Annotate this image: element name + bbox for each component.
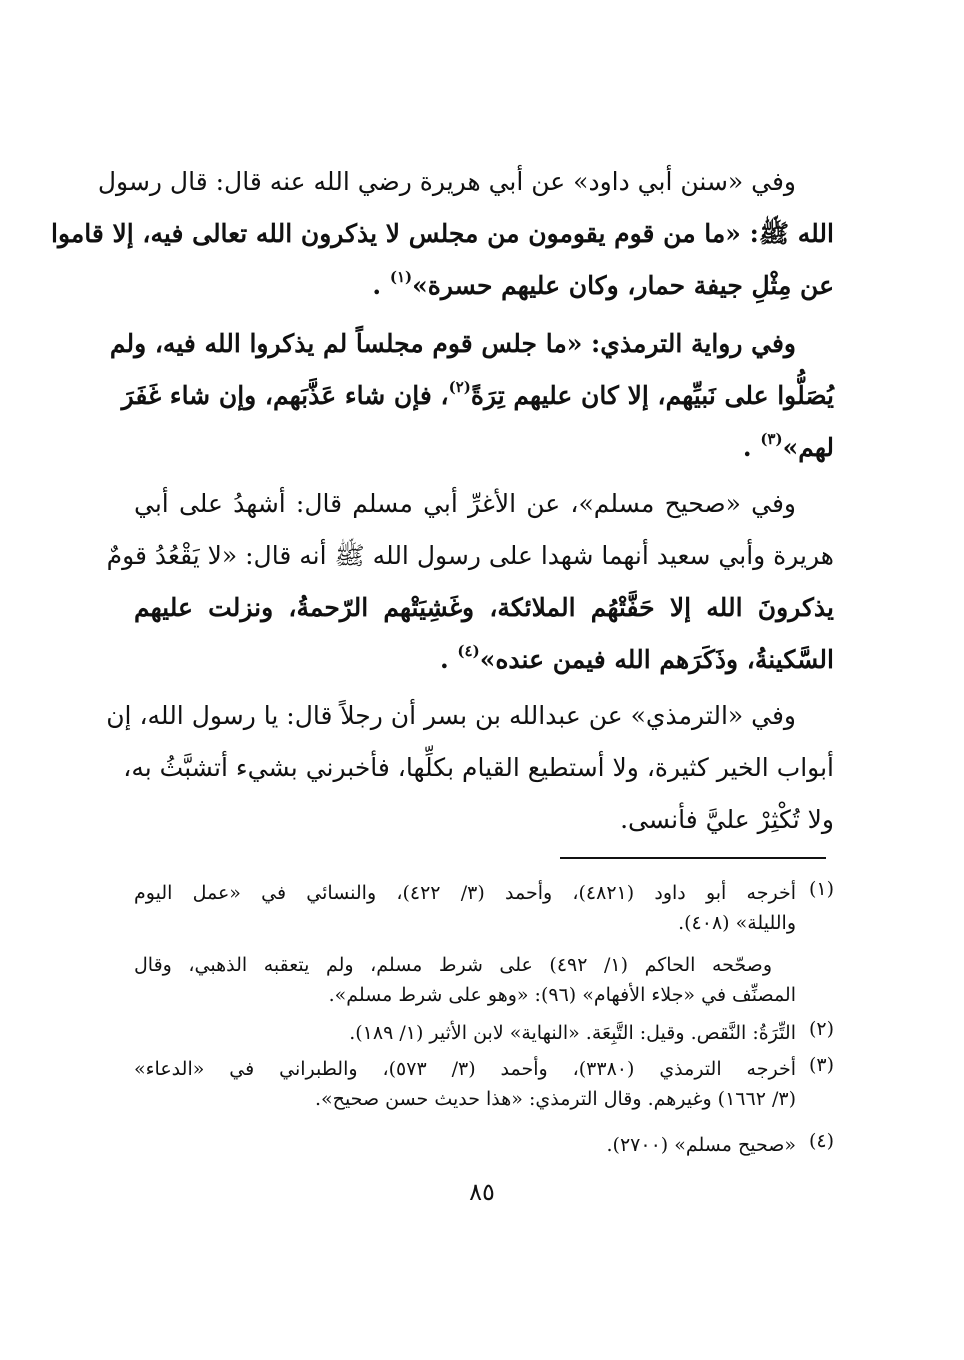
footnote-number: (٣): [808, 1054, 834, 1076]
paragraph-line: وفي رواية الترمذي: «ما جلس قوم مجلساً لم يذكروا الله فيه، ولم: [109, 329, 796, 358]
paragraph-line: السَّكينةُ، وذَكَرَهم الله فيمن عنده»$^{(٤)}$ .: [440, 642, 834, 674]
footnote-separator: [560, 857, 826, 859]
footnote-number: (٤): [808, 1130, 834, 1152]
paragraph-line: يذكرونَ الله إلا حَفَّتْهُم الملائكة، وغَشِيَتْهم الرّحمةُ، ونزلت عليهم: [134, 593, 834, 622]
footnote-line: التِّرَةُ: النَّقص. وقيل: التَّبِعَة. «النهاية» لابن الأثير (١/ ١٨٩).: [349, 1022, 796, 1044]
footnote-line: والليلة» (٤٠٨).: [678, 912, 796, 934]
paragraph-line: عن مِثْلِ جيفة حمار، وكان عليهم حسرة»$^{(١)}$ .: [372, 268, 834, 300]
footnote-number: (١): [808, 878, 834, 900]
paragraph-2: [109, 318, 834, 474]
footnote-line: «صحيح مسلم» (٢٧٠٠).: [606, 1134, 796, 1156]
paragraph-line: لهم»$^{(٣)}$ .: [742, 430, 834, 462]
paragraph-line: الله ﷺ: «ما من قوم يقومون من مجلس لا يذكرون الله تعالى فيه، إلا قاموا: [51, 219, 834, 248]
footnote-ref: (١): [389, 268, 413, 286]
paragraph-line: وفي «سنن أبي داود» عن أبي هريرة رضي الله عنه قال: قال رسول: [97, 167, 796, 196]
footnote-ref: (٢): [448, 378, 471, 396]
footnote-2: [134, 1018, 834, 1048]
footnote-line: (٣/ ١٦٦٢) وغيرهم. وقال الترمذي: «هذا حديث حسن صحيح».: [315, 1088, 796, 1110]
footnote-ref: (٤): [457, 642, 480, 660]
page-number: ٨٥: [469, 1178, 495, 1206]
paragraph-line: هريرة وأبي سعيد أنهما شهدا على رسول الله ﷺ أنه قال: «لا يَقْعُدُ قومٌ: [106, 541, 834, 570]
footnote-line: أخرجه أبو داود (٤٨٢١)، وأحمد (٣/ ٤٢٢)، والنسائي في «عمل اليوم: [134, 882, 796, 904]
footnote-1: [134, 878, 834, 938]
footnote-3: [134, 1054, 834, 1114]
footnote-line: المصنِّف في «جلاء الأفهام» (٩٦): «وهو على شرط مسلم».: [328, 984, 796, 1006]
footnote-number: (٢): [808, 1018, 834, 1040]
paragraph-1: [51, 156, 834, 312]
paragraph-4: [106, 690, 834, 846]
paragraph-line: وفي «الترمذي» عن عبدالله بن بسر أن رجلاً قال: يا رسول الله، إن: [106, 701, 796, 730]
footnote-line: أخرجه الترمذي (٣٣٨٠)، وأحمد (٣/ ٥٧٣)، والطبراني في «الدعاء»: [134, 1058, 796, 1080]
paragraph-line: وفي «صحيح مسلم»، عن الأغرِّ أبي مسلم قال: أشهدُ على أبي: [134, 489, 796, 518]
footnote-line: وصحّحه الحاكم (١/ ٤٩٢) على شرط مسلم، ولم يتعقبه الذهبي، وقال: [134, 954, 772, 976]
paragraph-line: أبواب الخير كثيرة، ولا أستطيع القيام بكلِّها، فأخبرني بشيء أتشبَّثُ به،: [123, 753, 834, 782]
paragraph-line: يُصَلُّوا على نَبيِّهم، إلا كان عليهم تِرَةً$^{(٢)}$، فإن شاء عَذَّبَهم، وإن شاء غَفَرَ: [121, 378, 834, 410]
footnote-4: [134, 1130, 834, 1160]
footnote-ref: (٣): [760, 430, 783, 448]
paragraph-line: ولا تُكْثِرْ عليَّ فأنسى.: [620, 805, 834, 834]
paragraph-3: [106, 478, 834, 686]
footnote-1-continued: [134, 950, 834, 1010]
